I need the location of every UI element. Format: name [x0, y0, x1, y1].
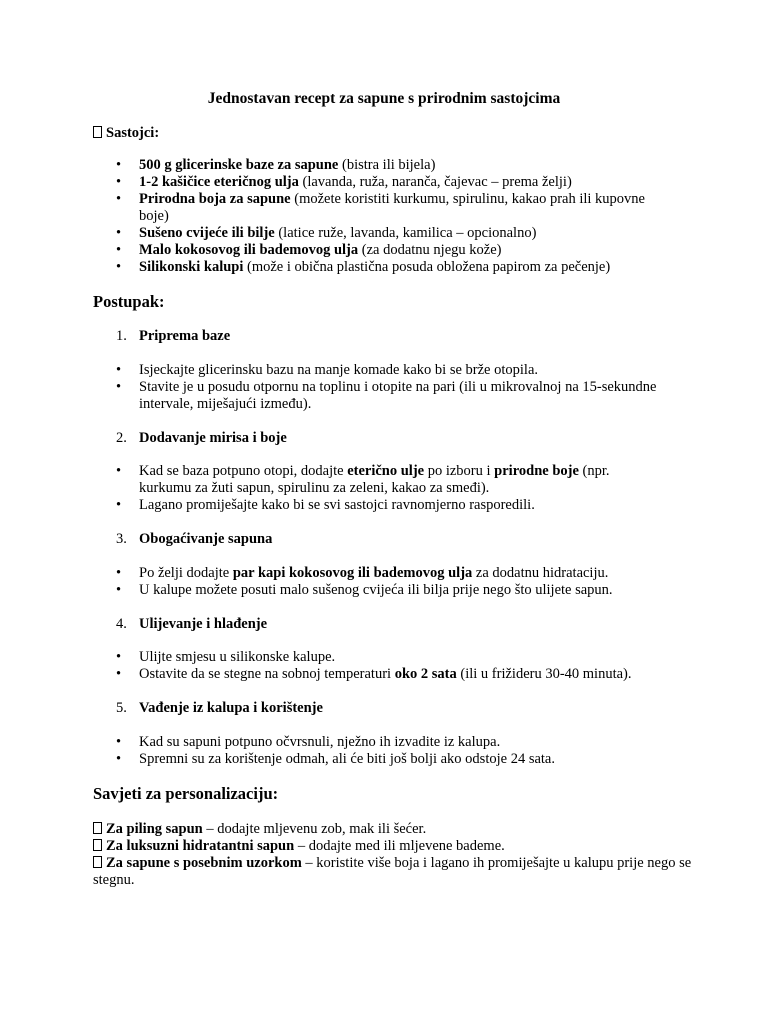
- step-heading: 1. Priprema baze: [116, 328, 231, 344]
- list-item: • 1-2 kašičice eteričnog ulja (lavanda, ruža, naranča, čajevac – prema želji): [0, 174, 659, 191]
- list-item: • 500 g glicerinske baze za sapune (bistra ili bijela): [0, 157, 659, 174]
- bullet-icon: [116, 497, 121, 514]
- bullet-icon: [116, 463, 121, 480]
- list-item: • Sušeno cvijeće ili bilje (latice ruže, lavanda, kamilica – opcionalno): [0, 225, 659, 242]
- missing-glyph-icon: [93, 856, 102, 868]
- ingredients-list: [0, 157, 768, 276]
- bullet-icon: [116, 734, 121, 751]
- step-bullets: [0, 734, 768, 768]
- list-item: • Prirodna boja za sapune (možete koristiti kurkumu, spirulinu, kakao prah ili kupovne boje): [0, 191, 659, 225]
- tip-item: Za sapune s posebnim uzorkom – koristite više boja i lagano ih promiješajte u kalupu prije nego se stegnu.: [93, 855, 692, 888]
- ingredients-heading-text: Sastojci:: [106, 125, 160, 141]
- bullet-icon: [116, 666, 121, 683]
- step-bullets: [0, 362, 768, 413]
- step-heading: 3. Obogaćivanje sapuna: [116, 531, 273, 547]
- step-bullets: [0, 649, 768, 683]
- list-item: • Silikonski kalupi (može i obična plastična posuda obložena papirom za pečenje): [0, 259, 659, 276]
- bullet-icon: [116, 225, 121, 242]
- list-item: • Stavite je u posudu otpornu na toplinu i otopite na pari (ili u mikrovalnoj na 15-sekundne intervale, miješajući između).: [0, 379, 659, 413]
- tip-item: Za piling sapun – dodajte mljevenu zob, mak ili šećer.: [93, 821, 693, 838]
- bullet-icon: [116, 565, 121, 582]
- bullet-icon: [116, 157, 121, 174]
- list-item: • Kad su sapuni potpuno očvrsnuli, nježno ih izvadite iz kalupa.: [0, 734, 659, 751]
- missing-glyph-icon: [93, 839, 102, 851]
- bullet-icon: [116, 751, 121, 768]
- list-item: • Ulijte smjesu u silikonske kalupe.: [0, 649, 659, 666]
- bullet-icon: [116, 582, 121, 599]
- list-item: • Spremni su za korištenje odmah, ali će biti još bolji ako odstoje 24 sata.: [0, 751, 659, 768]
- missing-glyph-icon: [93, 822, 102, 834]
- bullet-icon: [116, 174, 121, 191]
- list-item: • U kalupe možete posuti malo sušenog cvijeća ili bilja prije nego što ulijete sapun.: [0, 582, 659, 599]
- ingredients-heading: [93, 125, 159, 142]
- list-item: • Lagano promiješajte kako bi se svi sastojci ravnomjerno rasporedili.: [0, 497, 659, 514]
- bullet-icon: [116, 259, 121, 276]
- tip-item: Za luksuzni hidratantni sapun – dodajte med ili mljevene bademe.: [93, 838, 693, 855]
- document-title: Jednostavan recept za sapune s prirodnim sastojcima: [207, 90, 561, 107]
- bullet-icon: [116, 191, 121, 208]
- step-heading: 2. Dodavanje mirisa i boje: [116, 430, 287, 446]
- step-heading: 5. Vađenje iz kalupa i korištenje: [116, 700, 323, 716]
- list-item: • Po želji dodajte par kapi kokosovog ili bademovog ulja za dodatnu hidrataciju.: [0, 565, 659, 582]
- list-item: • Kad se baza potpuno otopi, dodajte eterično ulje po izboru i prirodne boje (npr. kurkumu za žuti sapun, spirulinu za zeleni, kakao za smeđi).: [0, 463, 659, 497]
- bullet-icon: [116, 649, 121, 666]
- step-bullets: [0, 463, 768, 514]
- bullet-icon: [116, 379, 121, 396]
- tips-heading: Savjeti za personalizaciju:: [93, 784, 279, 803]
- list-item: • Ostavite da se stegne na sobnoj temperaturi oko 2 sata (ili u frižideru 30-40 minuta).: [0, 666, 659, 683]
- procedure-heading: Postupak:: [93, 292, 165, 311]
- step-bullets: [0, 565, 768, 599]
- list-item: • Isjeckajte glicerinsku bazu na manje komade kako bi se brže otopila.: [0, 362, 659, 379]
- bullet-icon: [116, 242, 121, 259]
- step-heading: 4. Ulijevanje i hlađenje: [116, 616, 268, 632]
- missing-glyph-icon: [93, 126, 102, 138]
- bullet-icon: [116, 362, 121, 379]
- tips-list: [93, 821, 693, 889]
- list-item: • Malo kokosovog ili bademovog ulja (za dodatnu njegu kože): [0, 242, 659, 259]
